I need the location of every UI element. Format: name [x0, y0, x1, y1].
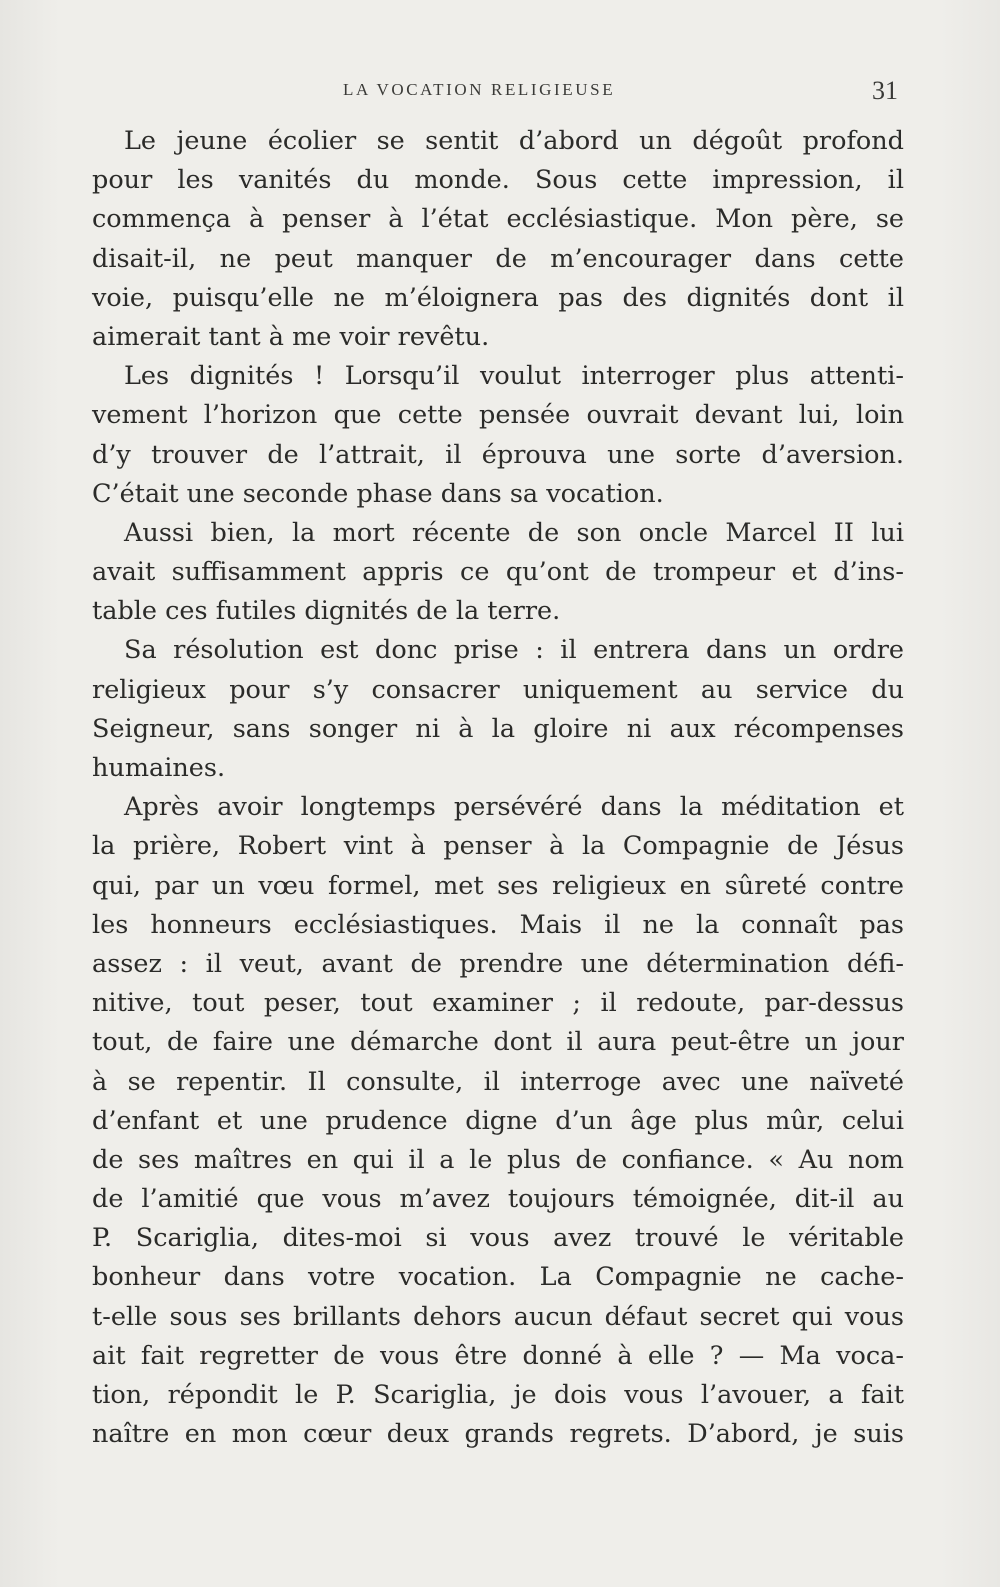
text-line: Seigneur, sans songer ni à la gloire ni aux récompenses — [92, 713, 904, 744]
text-line: table ces futiles dignités de la terre. — [92, 596, 561, 627]
text-line: Le jeune écolier se sentit d’abord un dégoût profond — [124, 126, 904, 156]
text-line: naître en mon cœur deux grands regrets. D’abord, je suis — [92, 1419, 904, 1450]
text-line: tion, répondit le P. Scariglia, je dois vous l’avouer, a fait — [92, 1380, 904, 1410]
text-line: t-elle sous ses brillants dehors aucun défaut secret qui vous — [92, 1301, 904, 1332]
text-line: de l’amitié que vous m’avez toujours témoignée, dit-il au — [92, 1184, 904, 1215]
text-line: voie, puisqu’elle ne m’éloignera pas des dignités dont il — [92, 282, 904, 313]
text-line: aimerait tant à me voir revêtu. — [92, 321, 490, 352]
text-line: religieux pour s’y consacrer uniquement au service du — [92, 674, 904, 705]
running-head — [0, 76, 1000, 106]
text-line: Après avoir longtemps persévéré dans la méditation et — [124, 792, 904, 823]
text-line: la prière, Robert vint à penser à la Compagnie de Jésus — [92, 831, 904, 862]
text-line: les honneurs ecclésiastiques. Mais il ne la connaît pas — [92, 909, 904, 940]
text-line: pour les vanités du monde. Sous cette impression, il — [92, 165, 904, 196]
text-line: avait suffisamment appris ce qu’ont de trompeur et d’ins- — [92, 557, 904, 588]
text-line: humaines. — [92, 753, 226, 783]
text-line: ait fait regretter de vous être donné à elle ? — Ma voca- — [92, 1340, 904, 1371]
page-number: 31 — [872, 76, 898, 105]
text-line: P. Scariglia, dites-moi si vous avez trouvé le véritable — [92, 1223, 904, 1254]
text-line: de ses maîtres en qui il a le plus de confiance. « Au nom — [92, 1144, 904, 1175]
text-line: commença à penser à l’état ecclésiastique. Mon père, se — [92, 204, 904, 235]
body-text — [92, 122, 904, 1454]
text-line: C’était une seconde phase dans sa vocation. — [92, 478, 664, 509]
text-line: Les dignités ! Lorsqu’il voulut interroger plus attenti- — [124, 361, 904, 392]
text-line: nitive, tout peser, tout examiner ; il redoute, par-dessus — [92, 988, 904, 1019]
text-line: tout, de faire une démarche dont il aura peut-être un jour — [92, 1027, 904, 1058]
running-title: LA VOCATION RELIGIEUSE — [343, 80, 616, 99]
text-line: disait-il, ne peut manquer de m’encourager dans cette — [92, 243, 904, 274]
text-line: vement l’horizon que cette pensée ouvrait devant lui, loin — [92, 400, 904, 431]
text-line: assez : il veut, avant de prendre une détermination défi- — [92, 948, 904, 979]
text-line: qui, par un vœu formel, met ses religieux en sûreté contre — [92, 870, 904, 901]
text-line: Sa résolution est donc prise : il entrera dans un ordre — [124, 635, 904, 666]
text-line: d’enfant et une prudence digne d’un âge plus mûr, celui — [92, 1105, 904, 1136]
text-line: Aussi bien, la mort récente de son oncle Marcel II lui — [124, 517, 904, 548]
text-line: à se repentir. Il consulte, il interroge avec une naïveté — [92, 1066, 904, 1097]
text-line: bonheur dans votre vocation. La Compagnie ne cache- — [92, 1262, 904, 1293]
text-line: d’y trouver de l’attrait, il éprouva une sorte d’aversion. — [92, 439, 904, 470]
